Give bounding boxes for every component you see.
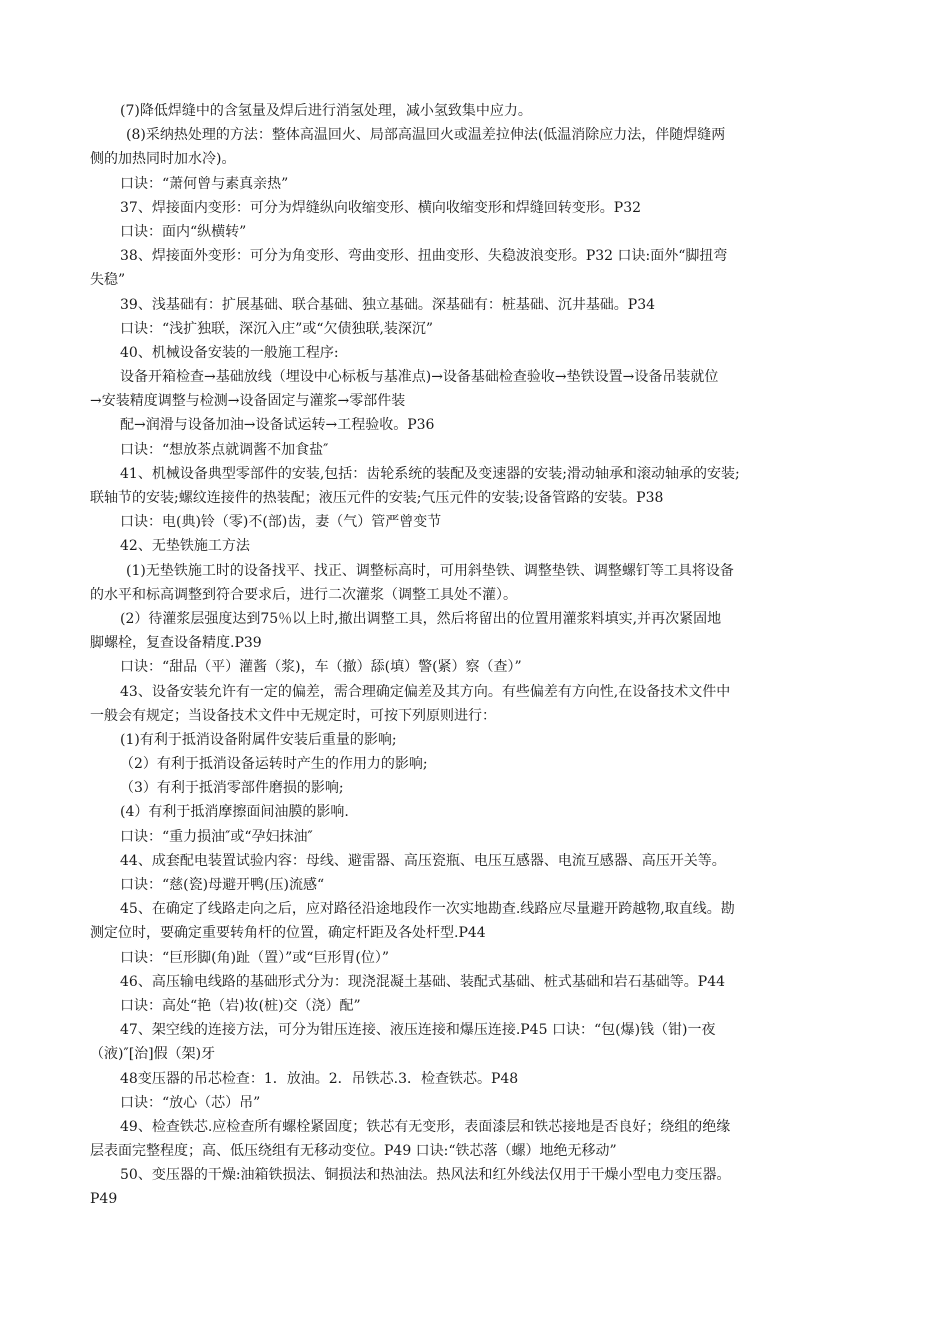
text-line: 的水平和标高调整到符合要求后，进行二次灌浆（调整工具处不灌）。 (90, 586, 517, 603)
text-line: 40、机械设备安装的一般施工程序: (120, 344, 339, 361)
text-line: 测定位时，要确定重要转角杆的位置，确定杆距及各处杆型.P44 (90, 925, 486, 942)
text-line: (1)无垫铁施工时的设备找平、找正、调整标高时，可用斜垫铁、调整垫铁、调整螺钉等工具将设备 (126, 562, 734, 579)
text-line: 口诀：“巨形脚(角)趾（置）”或“巨形胃(位）” (120, 949, 390, 966)
text-line: 41、机械设备典型零部件的安装,包括：齿轮系统的装配及变速器的安装;滑动轴承和滚动轴承的安装; (120, 465, 740, 482)
text-line: (8)采纳热处理的方法：整体高温回火、局部高温回火或温差拉伸法(低温消除应力法，伴随焊缝两 (126, 127, 726, 144)
text-line: 37、焊接面内变形：可分为焊缝纵向收缩变形、横向收缩变形和焊缝回转变形。P32 (120, 199, 642, 216)
text-line: 38、焊接面外变形：可分为角变形、弯曲变形、扭曲变形、失稳波浪变形。P32 口诀:面外“脚扭弯 (120, 248, 728, 265)
text-line: 口诀：“重力损油″或“孕妇抹油″ (120, 828, 313, 845)
text-line: P49 (90, 1191, 118, 1208)
text-line: （3）有利于抵消零部件磨损的影响; (120, 780, 344, 797)
text-line: (1)有利于抵消设备附属件安装后重量的影响; (120, 731, 397, 748)
text-line: 层表面完整程度；高、低压绕组有无移动变位。P49 口诀:“铁芯落（螺）地绝无移动” (90, 1143, 617, 1160)
text-line: (2）待灌浆层强度达到75％以上时,撤出调整工具，然后将留出的位置用灌浆料填实,并再次紧固地 (120, 610, 722, 627)
text-line: 42、无垫铁施工方法 (120, 538, 250, 555)
text-line: 口诀：“萧何曾与素真亲热” (120, 175, 289, 192)
text-line: 失稳” (90, 272, 126, 289)
text-line: 39、浅基础有：扩展基础、联合基础、独立基础。深基础有：桩基础、沉井基础。P34 (120, 296, 656, 313)
text-line: 脚螺栓，复查设备精度.P39 (90, 635, 262, 652)
text-line: （液)″[治]假（架)牙 (90, 1046, 216, 1063)
text-line: (7)降低焊缝中的含氢量及焊后进行消氢处理，减小氢致集中应力。 (120, 103, 532, 119)
text-line: 45、在确定了线路走向之后，应对路径沿途地段作一次实地勘查.线路应尽量避开跨越物,取直线。勘 (120, 901, 735, 918)
text-line: 50、变压器的干燥:油箱铁损法、铜损法和热油法。热风法和红外线法仅用于干燥小型电力变压器。 (120, 1167, 731, 1184)
text-line: 联轴节的安装;螺纹连接件的热装配；液压元件的安装;气压元件的安装;设备管路的安装。P38 (90, 490, 664, 506)
text-line: 44、成套配电装置试验内容：母线、避雷器、高压瓷瓶、电压互感器、电流互感器、高压开关等。 (120, 852, 726, 869)
text-line: 口诀：“甜品（平）灌酱（浆)，车（撤）舔(填）警(紧）察（查）” (120, 659, 522, 676)
text-line: 48变压器的吊芯检查：1．放油。2．吊铁芯.3．检查铁芯。P48 (120, 1070, 519, 1087)
document-body (90, 99, 862, 1212)
text-line: 一般会有规定；当设备技术文件中无规定时，可按下列原则进行： (90, 707, 496, 724)
text-line: 43、设备安装允许有一定的偏差，需合理确定偏差及其方向。有些偏差有方向性,在设备技术文件中 (120, 683, 731, 700)
text-line: 49、检查铁芯.应检查所有螺栓紧固度；铁芯有无变形，表面漆层和铁芯接地是否良好；绕组的绝缘 (120, 1118, 731, 1135)
text-line: 口诀：面内“纵横转” (120, 223, 247, 240)
text-line: 口诀：高处“艳（岩)妆(桩)交（浇）配” (120, 997, 361, 1014)
text-line: 设备开箱检查→基础放线（埋设中心标板与基准点)→设备基础检查验收→垫铁设置→设备吊装就位 (120, 369, 719, 386)
text-line: 口诀：“浅扩独联，深沉入庄”或“欠债独联,装深沉” (120, 320, 434, 337)
text-line: 配→润滑与设备加油→设备试运转→工程验收。P36 (120, 417, 435, 434)
text-line: 47、架空线的连接方法，可分为钳压连接、液压连接和爆压连接.P45 口诀：“包(爆)钱（钳)一夜 (120, 1022, 716, 1039)
text-line: 口诀：“放心（芯）吊” (120, 1094, 261, 1111)
text-line: 口诀：“想放茶点就调酱不加食盐″ (120, 441, 329, 458)
text-line: 口诀：电(典)铃（零)不(部)齿，妻（气）管严曾变节 (120, 514, 442, 531)
text-line: 侧的加热同时加水冷)。 (90, 151, 236, 168)
text-line: 46、高压输电线路的基础形式分为：现浇混凝土基础、装配式基础、桩式基础和岩石基础等。P44 (120, 973, 726, 990)
text-line: →安装精度调整与检测→设备固定与灌浆→零部件装 (90, 393, 406, 410)
text-line: (4）有利于抵消摩擦面间油膜的影响. (120, 804, 349, 821)
text-line: （2）有利于抵消设备运转时产生的作用力的影响; (120, 756, 428, 773)
text-line: 口诀：“慈(瓷)母避开鸭(压)流感“ (120, 877, 325, 893)
